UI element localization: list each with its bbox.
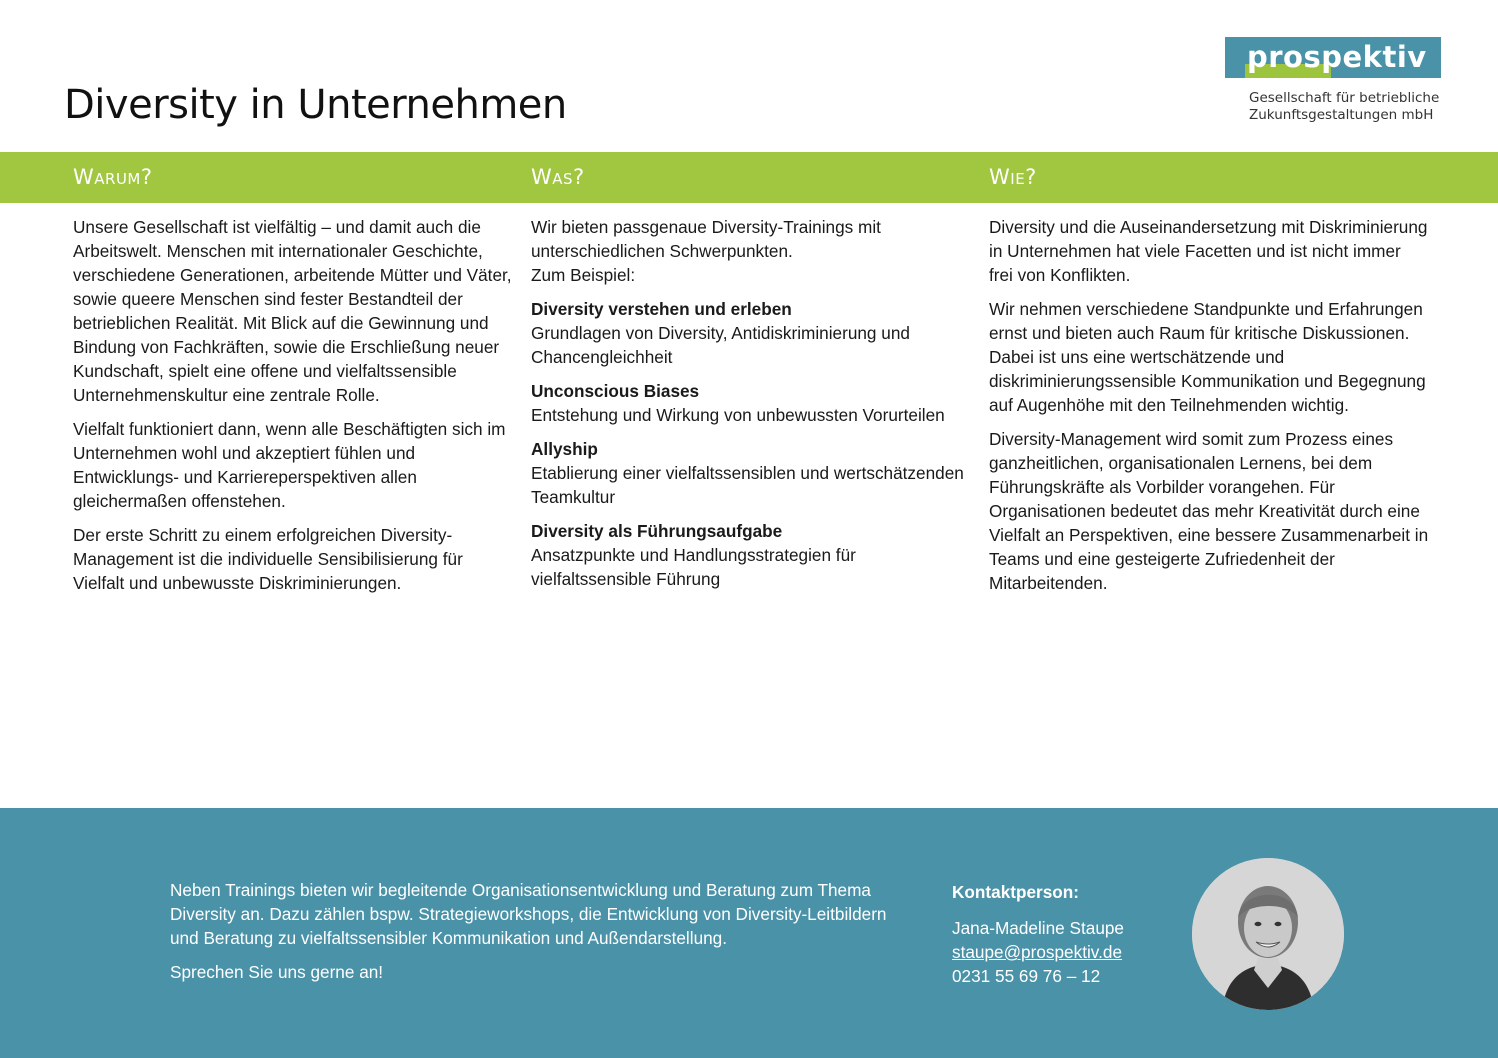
column-header-bar [0,152,1498,203]
warum-paragraph-1: Unsere Gesellschaft ist vielfältig – und damit auch die Arbeitswelt. Menschen mit internationaler Geschichte, verschiedene Generationen, arbeitende Mütter und Väter, sowie queere Menschen sind fester Bestandteil der betrieblichen Realität. Mit Blick auf die Gewinnung und Bindung von Fachkräften, sowie die Erschließung neuer Kundschaft, spielt eine offene und vielfaltssensible Unternehmenskultur eine zentrale Rolle. [73,217,512,405]
was-item-title: Diversity als Führungsaufgabe [531,521,783,541]
contact-phone: 0231 55 69 76 – 12 [952,966,1101,986]
avatar [1192,858,1344,1010]
logo-wordmark: prospektiv [1247,40,1427,74]
column-warum [73,215,513,605]
footer-description [170,878,910,994]
logo-subtitle [1225,90,1441,124]
was-item [531,437,971,509]
warum-paragraph-2: Vielfalt funktioniert dann, wenn alle Beschäftigten sich im Unternehmen wohl und akzeptiert fühlen und Entwicklungs- und Karriereperspektiven allen gleichermaßen offenstehen. [73,419,506,511]
wie-paragraph-3: Diversity-Management wird somit zum Prozess eines ganzheitlichen, organisationalen Lernens, bei dem Führungskräfte als Vorbilder vorangehen. Für Organisationen bedeutet das mehr Kreativität durch eine Vielfalt an Perspektiven, eine bessere Zusammenarbeit in Teams und eine gesteigerte Zufriedenheit der Mitarbeitenden. [989,429,1429,593]
was-item [531,297,971,369]
contact-email-link[interactable]: staupe@prospektiv.de [952,942,1123,962]
heading-was: Was? [531,165,585,189]
column-wie [989,215,1429,605]
was-item [531,379,971,427]
was-intro-block [531,215,971,287]
page-title: Diversity in Unternehmen [64,82,567,128]
logo-box [1225,37,1441,78]
was-item-title: Diversity verstehen und erleben [531,299,792,319]
was-intro-example: Zum Beispiel: [531,265,636,285]
wie-paragraph-2: Wir nehmen verschiedene Standpunkte und Erfahrungen ernst und bieten auch Raum für kritische Diskussionen. Dabei ist uns eine wertschätzende und diskriminierungssensible Kommunikation und Begegnung auf Augenhöhe mit den Teilnehmenden wichtig. [989,299,1426,415]
was-item [531,519,971,591]
footer-call-to-action: Sprechen Sie uns gerne an! [170,962,384,982]
was-item-title: Allyship [531,439,598,459]
heading-wie: Wie? [989,165,1037,189]
was-item-title: Unconscious Biases [531,381,700,401]
contact-block [952,880,1124,988]
footer-paragraph-1: Neben Trainings bieten wir begleitende Organisationsentwicklung und Beratung zum Thema Diversity an. Dazu zählen bspw. Strategieworkshops, die Entwicklung von Diversity-Leitbildern und Beratung zu vielfaltssensibler Kommunikation und Außendarstellung. [170,880,887,948]
warum-paragraph-3: Der erste Schritt zu einem erfolgreichen Diversity-Management ist die individuelle Sensibilisierung für Vielfalt und unbewusste Diskriminierungen. [73,525,463,593]
was-item-text: Etablierung einer vielfaltssensiblen und wertschätzenden Teamkultur [531,463,964,507]
was-item-text: Entstehung und Wirkung von unbewussten Vorurteilen [531,405,945,425]
column-was [531,215,971,601]
contact-name: Jana-Madeline Staupe [952,918,1124,938]
logo-subtitle-line1: Gesellschaft für betriebliche [1249,90,1440,106]
was-item-text: Ansatzpunkte und Handlungsstrategien für vielfaltssensible Führung [531,545,856,589]
contact-label: Kontaktperson: [952,882,1080,902]
company-logo [1225,37,1441,124]
wie-paragraph-1: Diversity und die Auseinandersetzung mit Diskriminierung in Unternehmen hat viele Facetten und ist nicht immer frei von Konflikten. [989,217,1428,285]
heading-warum: Warum? [73,165,153,189]
logo-subtitle-line2: Zukunftsgestaltungen mbH [1249,107,1434,123]
portrait-photo [1192,858,1344,1010]
was-intro: Wir bieten passgenaue Diversity-Trainings mit unterschiedlichen Schwerpunkten. [531,217,881,261]
was-item-text: Grundlagen von Diversity, Antidiskriminierung und Chancengleichheit [531,323,910,367]
